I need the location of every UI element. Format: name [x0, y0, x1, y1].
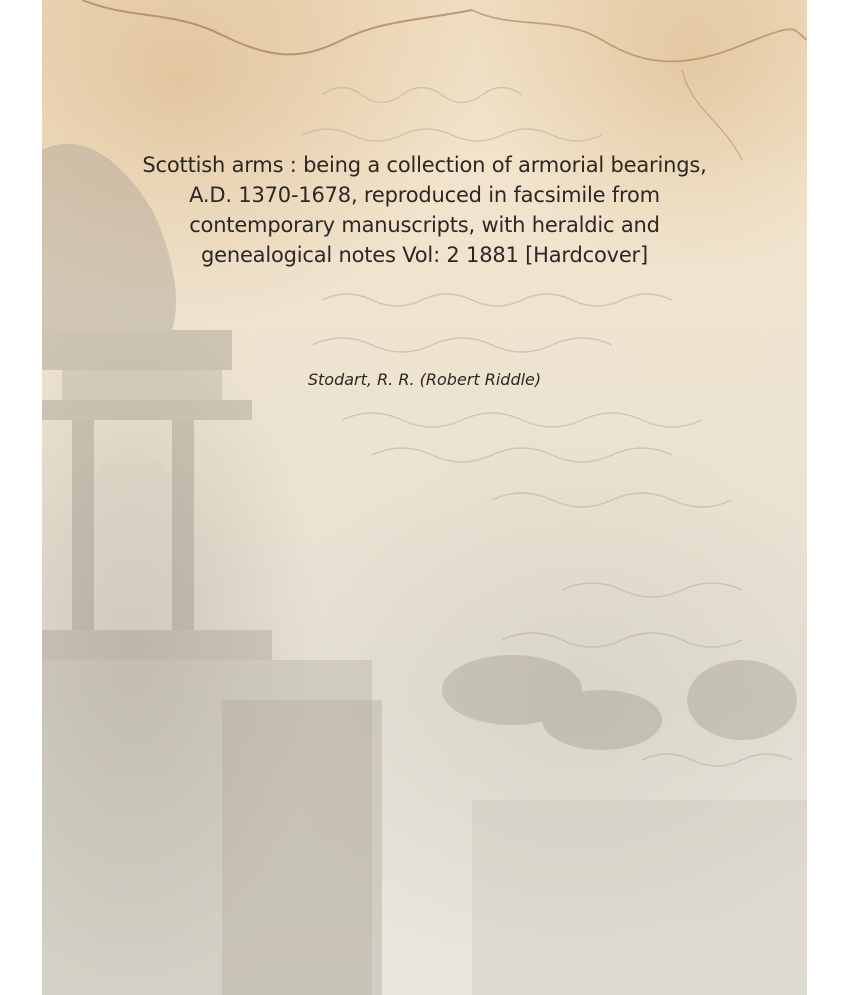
title-line: contemporary manuscripts, with heraldic and: [189, 213, 660, 237]
title-line: A.D. 1370-1678, reproduced in facsimile from: [189, 183, 660, 207]
title-line: genealogical notes Vol: 2 1881 [Hardcover]: [201, 243, 648, 267]
book-author: Stodart, R. R. (Robert Riddle): [307, 370, 542, 389]
title-line: Scottish arms : being a collection of armorial bearings,: [142, 153, 707, 177]
book-title: [42, 150, 807, 270]
book-cover: [42, 0, 807, 995]
